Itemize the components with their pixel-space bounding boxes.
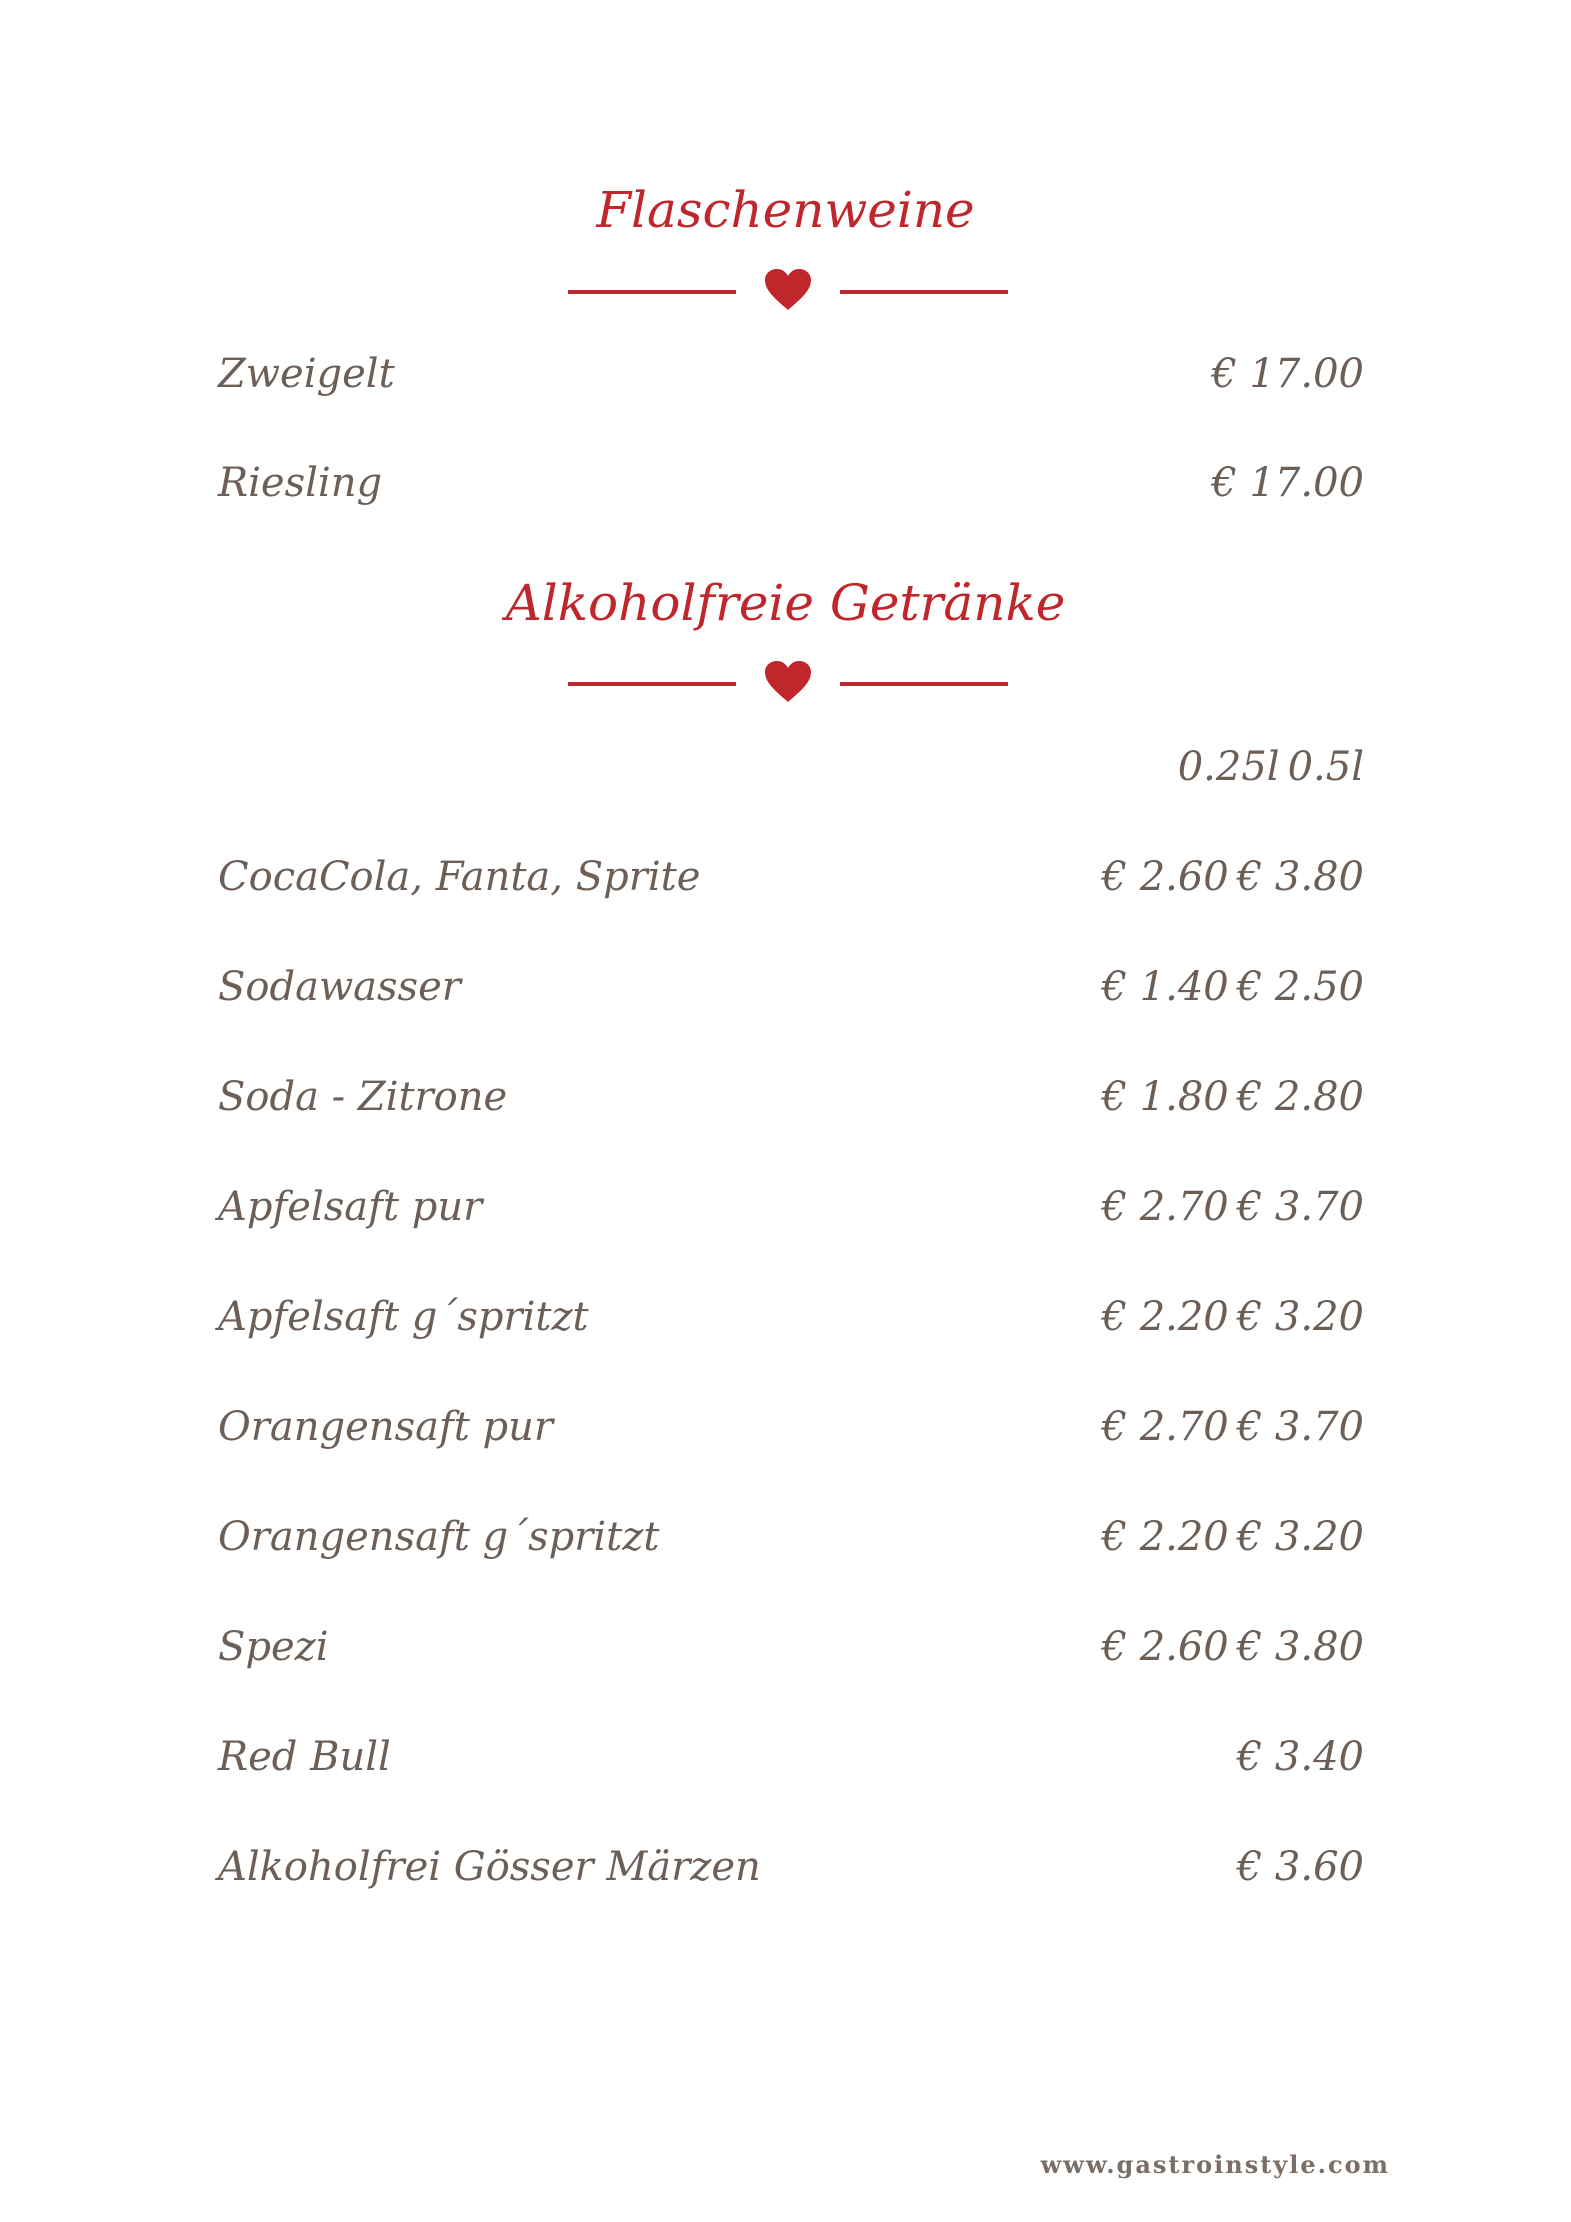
item-price — [1102, 847, 1364, 907]
item-price — [1102, 1397, 1364, 1457]
menu-item-row — [218, 1727, 1364, 1787]
item-price: € 17.00 — [1211, 351, 1364, 397]
item-price — [1102, 1617, 1364, 1677]
price-large: € 3.20 — [1236, 1294, 1364, 1340]
menu-item-row — [218, 1397, 1364, 1457]
item-name: Red Bull — [218, 1734, 391, 1780]
section-title-soft: Alkoholfreie Getränke — [505, 574, 1066, 632]
item-price — [1102, 1177, 1364, 1237]
heart-icon — [764, 660, 812, 704]
item-price — [1102, 957, 1364, 1017]
divider-line-left — [568, 290, 736, 294]
price-large: € 3.70 — [1236, 1184, 1364, 1230]
menu-item-row — [218, 1837, 1364, 1897]
item-name: CocaCola, Fanta, Sprite — [218, 854, 701, 900]
divider-line-left — [568, 682, 736, 686]
price-small: € 2.60 — [1101, 854, 1229, 900]
price-large: € 2.50 — [1236, 964, 1364, 1010]
item-name: Spezi — [218, 1624, 329, 1670]
price-small: € 2.20 — [1101, 1514, 1229, 1560]
heart-icon — [764, 268, 812, 312]
section-title-wine: Flaschenweine — [596, 181, 975, 239]
item-name: Alkoholfrei Gösser Märzen — [218, 1844, 761, 1890]
menu-item-row — [218, 1617, 1364, 1677]
item-name: Sodawasser — [218, 964, 461, 1010]
price-small: € 1.40 — [1101, 964, 1229, 1010]
menu-item-row — [218, 1067, 1364, 1127]
menu-item-row — [218, 957, 1364, 1017]
price-small: € 1.80 — [1101, 1074, 1229, 1120]
item-price — [1237, 1727, 1364, 1787]
item-price — [1102, 1507, 1364, 1567]
divider-line-right — [840, 290, 1008, 294]
item-name: Apfelsaft pur — [218, 1184, 483, 1230]
price-large: € 3.60 — [1236, 1844, 1364, 1890]
item-name: Riesling — [218, 460, 383, 506]
size-large-label: 0.5l — [1287, 744, 1364, 790]
divider-line-right — [840, 682, 1008, 686]
footer-website: www.gastroinstyle.com — [1040, 2150, 1390, 2179]
menu-item-row — [218, 1507, 1364, 1567]
menu-item-row — [218, 1177, 1364, 1237]
size-header — [218, 737, 1364, 797]
price-large: € 3.70 — [1236, 1404, 1364, 1450]
item-price — [1102, 1287, 1364, 1347]
size-small-label: 0.25l — [1177, 744, 1280, 790]
price-small: € 2.60 — [1101, 1624, 1229, 1670]
item-name: Apfelsaft g´spritzt — [218, 1294, 589, 1340]
menu-item-row — [218, 344, 1364, 404]
price-large: € 3.40 — [1236, 1734, 1364, 1780]
item-name: Orangensaft pur — [218, 1404, 554, 1450]
price-large: € 3.80 — [1236, 1624, 1364, 1670]
item-price: € 17.00 — [1211, 460, 1364, 506]
item-name: Orangensaft g´spritzt — [218, 1514, 660, 1560]
item-price — [1102, 1067, 1364, 1127]
item-price — [1237, 1837, 1364, 1897]
price-large: € 3.20 — [1236, 1514, 1364, 1560]
price-large: € 2.80 — [1236, 1074, 1364, 1120]
price-small: € 2.70 — [1101, 1404, 1229, 1450]
price-large: € 3.80 — [1236, 854, 1364, 900]
menu-item-row — [218, 847, 1364, 907]
menu-item-row — [218, 1287, 1364, 1347]
section-divider-wine — [568, 268, 1008, 318]
item-name: Zweigelt — [218, 351, 395, 397]
item-name: Soda - Zitrone — [218, 1074, 508, 1120]
price-small: € 2.70 — [1101, 1184, 1229, 1230]
menu-item-row — [218, 453, 1364, 513]
price-small: € 2.20 — [1101, 1294, 1229, 1340]
section-divider-soft — [568, 660, 1008, 710]
